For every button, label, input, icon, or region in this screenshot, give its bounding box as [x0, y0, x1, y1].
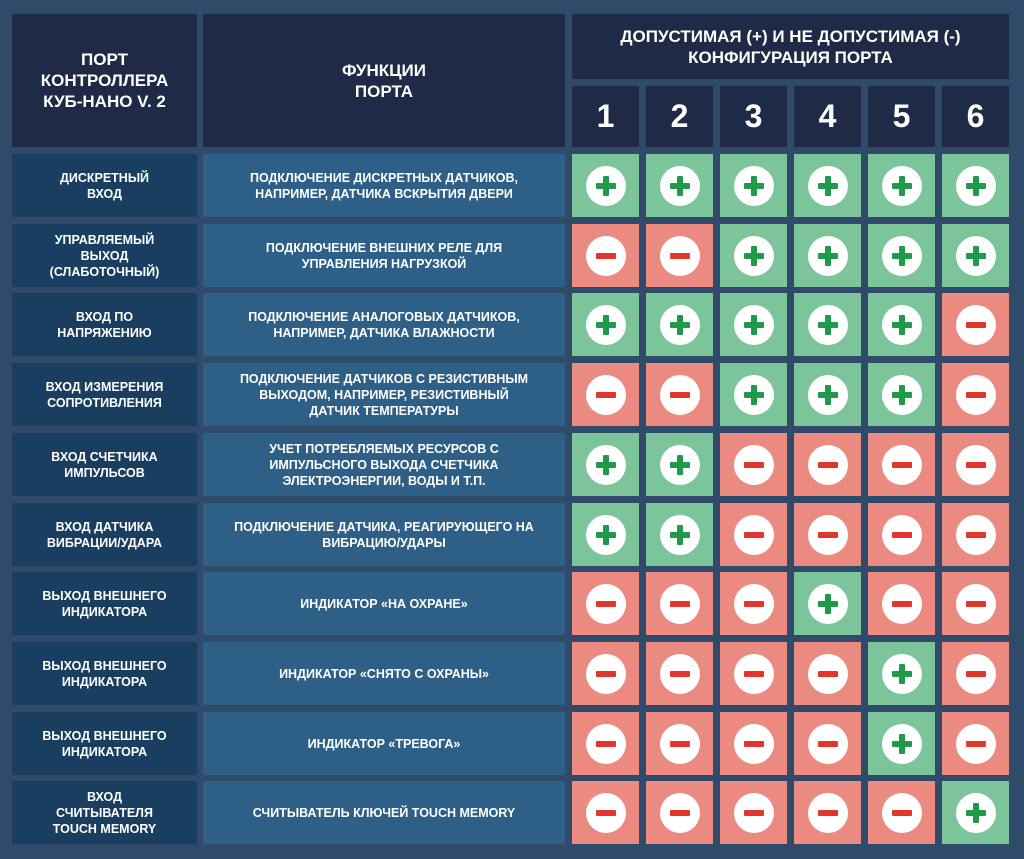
port-cell: [12, 433, 197, 496]
minus-icon: [586, 236, 626, 276]
port-cell: [12, 642, 197, 705]
config-cell-4: [794, 572, 861, 635]
minus-icon: [660, 793, 700, 833]
config-cell-4: [794, 712, 861, 775]
config-cell-4: [794, 433, 861, 496]
function-description: ПОДКЛЮЧЕНИЕ АНАЛОГОВЫХ ДАТЧИКОВ, НАПРИМЕР, ДАТЧИКА ВЛАЖНОСТИ: [248, 309, 520, 340]
minus-icon: [660, 375, 700, 415]
plus-icon: [956, 793, 996, 833]
plus-icon: [956, 166, 996, 206]
port-cell: [12, 712, 197, 775]
minus-icon: [808, 515, 848, 555]
config-cell-5: [868, 503, 935, 566]
config-number: 3: [744, 98, 763, 134]
configuration-header-text: ДОПУСТИМАЯ (+) И НЕ ДОПУСТИМАЯ (-) КОНФИГУРАЦИЯ ПОРТА: [620, 26, 961, 67]
function-cell: [203, 712, 565, 775]
plus-icon: [586, 166, 626, 206]
minus-icon: [882, 515, 922, 555]
configuration-header: [572, 14, 1009, 79]
port-cell: [12, 781, 197, 844]
function-description: СЧИТЫВАТЕЛЬ КЛЮЧЕЙ TOUCH MEMORY: [252, 805, 516, 820]
minus-icon: [882, 584, 922, 624]
config-cell-3: [720, 781, 787, 844]
config-header-2: [646, 86, 713, 147]
config-cell-6: [942, 503, 1009, 566]
config-cell-2: [646, 224, 713, 287]
config-number: 2: [670, 98, 689, 134]
config-cell-6: [942, 293, 1009, 356]
config-cell-5: [868, 224, 935, 287]
config-cell-5: [868, 572, 935, 635]
config-cell-3: [720, 154, 787, 217]
config-cell-6: [942, 433, 1009, 496]
port-name: УПРАВЛЯЕМЫЙ ВЫХОД (СЛАБОТОЧНЫЙ): [49, 232, 160, 279]
function-cell: [203, 433, 565, 496]
config-cell-4: [794, 224, 861, 287]
port-cell: [12, 503, 197, 566]
config-cell-5: [868, 363, 935, 426]
config-number: 1: [596, 98, 615, 134]
plus-icon: [808, 375, 848, 415]
minus-icon: [808, 654, 848, 694]
minus-icon: [586, 793, 626, 833]
minus-icon: [882, 445, 922, 485]
plus-icon: [660, 166, 700, 206]
port-column-header-text: ПОРТ КОНТРОЛЛЕРА КУБ-НАНО V. 2: [40, 50, 169, 111]
minus-icon: [882, 793, 922, 833]
config-cell-1: [572, 433, 639, 496]
config-header-5: [868, 86, 935, 147]
plus-icon: [660, 515, 700, 555]
config-cell-6: [942, 224, 1009, 287]
config-header-4: [794, 86, 861, 147]
port-name: ВХОД ДАТЧИКА ВИБРАЦИИ/УДАРА: [46, 519, 163, 550]
config-cell-1: [572, 293, 639, 356]
function-description: ПОДКЛЮЧЕНИЕ ДИСКРЕТНЫХ ДАТЧИКОВ, НАПРИМЕР, ДАТЧИКА ВСКРЫТИЯ ДВЕРИ: [249, 170, 518, 201]
plus-icon: [734, 375, 774, 415]
minus-icon: [956, 375, 996, 415]
config-header-3: [720, 86, 787, 147]
port-column-header: [12, 14, 197, 147]
minus-icon: [586, 375, 626, 415]
port-cell: [12, 363, 197, 426]
config-cell-1: [572, 363, 639, 426]
minus-icon: [956, 584, 996, 624]
minus-icon: [956, 654, 996, 694]
function-cell: [203, 293, 565, 356]
minus-icon: [734, 654, 774, 694]
config-cell-2: [646, 363, 713, 426]
minus-icon: [586, 654, 626, 694]
config-cell-5: [868, 293, 935, 356]
function-cell: [203, 224, 565, 287]
config-header-1: [572, 86, 639, 147]
config-cell-3: [720, 572, 787, 635]
config-cell-1: [572, 154, 639, 217]
port-name: ВХОД ПО НАПРЯЖЕНИЮ: [57, 309, 152, 340]
plus-icon: [586, 515, 626, 555]
port-cell: [12, 572, 197, 635]
function-cell: [203, 503, 565, 566]
minus-icon: [956, 445, 996, 485]
minus-icon: [808, 793, 848, 833]
config-cell-6: [942, 572, 1009, 635]
port-name: ВЫХОД ВНЕШНЕГО ИНДИКАТОРА: [42, 728, 167, 759]
config-cell-2: [646, 781, 713, 844]
minus-icon: [808, 724, 848, 764]
config-cell-5: [868, 642, 935, 705]
config-cell-6: [942, 712, 1009, 775]
config-cell-5: [868, 781, 935, 844]
config-header-6: [942, 86, 1009, 147]
minus-icon: [660, 654, 700, 694]
config-cell-4: [794, 781, 861, 844]
plus-icon: [734, 305, 774, 345]
minus-icon: [660, 724, 700, 764]
config-cell-3: [720, 293, 787, 356]
minus-icon: [734, 793, 774, 833]
minus-icon: [586, 724, 626, 764]
config-cell-3: [720, 503, 787, 566]
port-name: ВЫХОД ВНЕШНЕГО ИНДИКАТОРА: [42, 588, 167, 619]
function-cell: [203, 363, 565, 426]
plus-icon: [882, 724, 922, 764]
function-column-header-text: ФУНКЦИИ ПОРТА: [342, 60, 426, 101]
config-cell-3: [720, 433, 787, 496]
config-number: 5: [892, 98, 911, 134]
minus-icon: [808, 445, 848, 485]
minus-icon: [734, 515, 774, 555]
config-cell-1: [572, 712, 639, 775]
config-cell-1: [572, 224, 639, 287]
config-cell-4: [794, 293, 861, 356]
config-cell-4: [794, 363, 861, 426]
plus-icon: [660, 305, 700, 345]
function-description: ИНДИКАТОР «НА ОХРАНЕ»: [300, 596, 468, 611]
port-name: ВЫХОД ВНЕШНЕГО ИНДИКАТОРА: [42, 658, 167, 689]
plus-icon: [882, 305, 922, 345]
config-cell-6: [942, 642, 1009, 705]
config-cell-6: [942, 154, 1009, 217]
minus-icon: [956, 515, 996, 555]
config-cell-1: [572, 642, 639, 705]
plus-icon: [882, 166, 922, 206]
config-cell-4: [794, 503, 861, 566]
plus-icon: [734, 236, 774, 276]
port-name: ДИСКРЕТНЫЙ ВХОД: [59, 170, 150, 201]
plus-icon: [956, 236, 996, 276]
config-cell-3: [720, 642, 787, 705]
config-cell-4: [794, 642, 861, 705]
plus-icon: [808, 305, 848, 345]
config-cell-1: [572, 503, 639, 566]
config-cell-5: [868, 712, 935, 775]
minus-icon: [586, 584, 626, 624]
config-cell-2: [646, 154, 713, 217]
function-description: ПОДКЛЮЧЕНИЕ ДАТЧИКОВ С РЕЗИСТИВНЫМ ВЫХОДОМ, НАПРИМЕР, РЕЗИСТИВНЫЙ ДАТЧИК ТЕМПЕРАТУРЫ: [239, 371, 529, 418]
config-cell-6: [942, 363, 1009, 426]
function-cell: [203, 154, 565, 217]
config-cell-3: [720, 712, 787, 775]
plus-icon: [808, 166, 848, 206]
port-cell: [12, 154, 197, 217]
function-description: ПОДКЛЮЧЕНИЕ ВНЕШНИХ РЕЛЕ ДЛЯ УПРАВЛЕНИЯ НАГРУЗКОЙ: [265, 240, 503, 271]
config-cell-3: [720, 363, 787, 426]
function-description: ИНДИКАТОР «ТРЕВОГА»: [307, 736, 461, 751]
function-description: УЧЕТ ПОТРЕБЛЯЕМЫХ РЕСУРСОВ С ИМПУЛЬСНОГО ВЫХОДА СЧЕТЧИКА ЭЛЕКТРОЭНЕРГИИ, ВОДЫ И Т.П.: [269, 441, 499, 488]
config-cell-5: [868, 154, 935, 217]
plus-icon: [808, 584, 848, 624]
port-name: ВХОД СЧИТЫВАТЕЛЯ TOUCH MEMORY: [52, 789, 157, 836]
plus-icon: [660, 445, 700, 485]
plus-icon: [734, 166, 774, 206]
port-cell: [12, 224, 197, 287]
config-cell-2: [646, 293, 713, 356]
config-cell-1: [572, 781, 639, 844]
function-column-header: [203, 14, 565, 147]
minus-icon: [734, 724, 774, 764]
config-number: 4: [818, 98, 837, 134]
config-cell-2: [646, 712, 713, 775]
config-cell-4: [794, 154, 861, 217]
minus-icon: [734, 584, 774, 624]
config-cell-1: [572, 572, 639, 635]
minus-icon: [734, 445, 774, 485]
port-name: ВХОД ИЗМЕРЕНИЯ СОПРОТИВЛЕНИЯ: [45, 379, 164, 410]
plus-icon: [586, 445, 626, 485]
config-cell-2: [646, 433, 713, 496]
config-cell-6: [942, 781, 1009, 844]
plus-icon: [882, 236, 922, 276]
config-number: 6: [966, 98, 985, 134]
function-description: ИНДИКАТОР «СНЯТО С ОХРАНЫ»: [279, 666, 489, 681]
minus-icon: [660, 236, 700, 276]
plus-icon: [586, 305, 626, 345]
minus-icon: [956, 724, 996, 764]
minus-icon: [956, 305, 996, 345]
config-cell-2: [646, 572, 713, 635]
port-cell: [12, 293, 197, 356]
function-description: ПОДКЛЮЧЕНИЕ ДАТЧИКА, РЕАГИРУЮЩЕГО НА ВИБРАЦИЮ/УДАРЫ: [234, 519, 534, 550]
port-name: ВХОД СЧЕТЧИКА ИМПУЛЬСОВ: [51, 449, 158, 480]
config-cell-3: [720, 224, 787, 287]
function-cell: [203, 572, 565, 635]
config-cell-5: [868, 433, 935, 496]
function-cell: [203, 781, 565, 844]
minus-icon: [660, 584, 700, 624]
plus-icon: [808, 236, 848, 276]
plus-icon: [882, 654, 922, 694]
plus-icon: [882, 375, 922, 415]
config-cell-2: [646, 642, 713, 705]
config-cell-2: [646, 503, 713, 566]
function-cell: [203, 642, 565, 705]
